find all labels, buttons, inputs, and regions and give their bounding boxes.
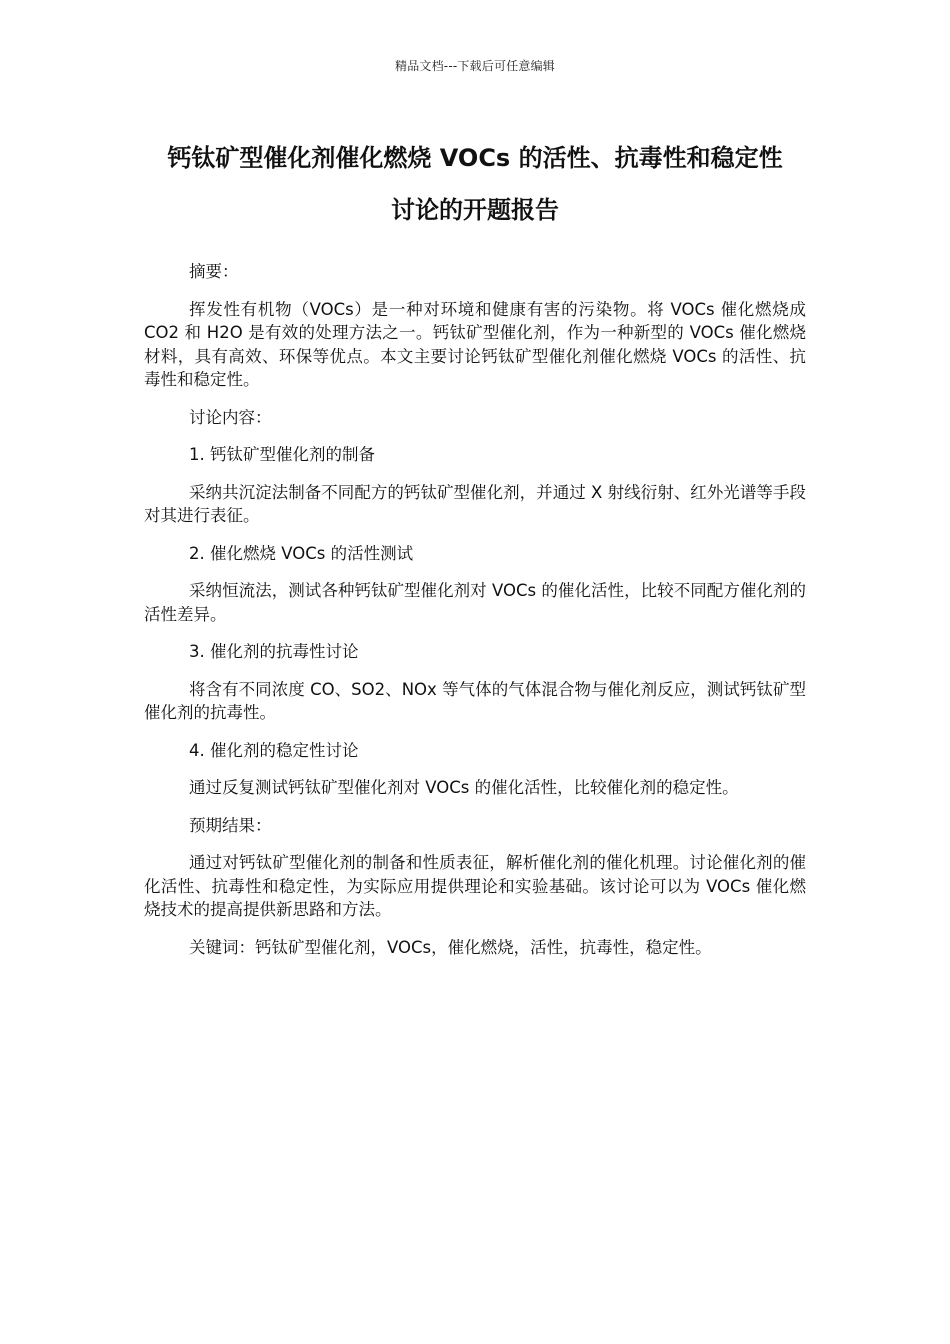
item-1-text: 采纳共沉淀法制备不同配方的钙钛矿型催化剂，并通过 X 射线衍射、红外光谱等手段对其进行表征。 <box>144 482 806 525</box>
title-line-2: 讨论的开题报告 <box>391 196 559 224</box>
header-note: 精品文档---下载后可任意编辑 <box>395 59 555 73</box>
results-text: 通过对钙钛矿型催化剂的制备和性质表征，解析催化剂的催化机理。讨论催化剂的催化活性、抗毒性和稳定性，为实际应用提供理论和实验基础。该讨论可以为 VOCs 催化燃烧技术的提高提供新思路和方法。 <box>144 853 806 919</box>
item-1-heading: 1. 钙钛矿型催化剂的制备 <box>189 445 375 464</box>
document-title <box>120 132 830 236</box>
abstract-label: 摘要： <box>189 262 239 281</box>
item-2-text: 采纳恒流法，测试各种钙钛矿型催化剂对 VOCs 的催化活性，比较不同配方催化剂的活性差异。 <box>144 581 806 624</box>
keywords: 关键词：钙钛矿型催化剂，VOCs，催化燃烧，活性，抗毒性，稳定性。 <box>189 937 712 957</box>
abstract-text: 挥发性有机物（VOCs）是一种对环境和健康有害的污染物。将 VOCs 催化燃烧成 CO2 和 H2O 是有效的处理方法之一。钙钛矿型催化剂，作为一种新型的 VOCs 催化燃烧材料，具有高效、环保等优点。本文主要讨论钙钛矿型催化剂催化燃烧 VOCs 的活性、抗毒性和稳定性。 <box>144 299 806 389</box>
results-label: 预期结果： <box>189 815 272 835</box>
item-2-heading: 2. 催化燃烧 VOCs 的活性测试 <box>189 543 414 563</box>
document-body <box>144 260 806 973</box>
item-3-text: 将含有不同浓度 CO、SO2、NOx 等气体的气体混合物与催化剂反应，测试钙钛矿型催化剂的抗毒性。 <box>144 679 806 722</box>
item-4-text: 通过反复测试钙钛矿型催化剂对 VOCs 的催化活性，比较催化剂的稳定性。 <box>189 778 739 797</box>
item-3-heading: 3. 催化剂的抗毒性讨论 <box>189 642 359 661</box>
content-label: 讨论内容： <box>189 407 272 427</box>
title-line-1: 钙钛矿型催化剂催化燃烧 VOCs 的活性、抗毒性和稳定性 <box>167 144 783 172</box>
item-4-heading: 4. 催化剂的稳定性讨论 <box>189 740 359 760</box>
